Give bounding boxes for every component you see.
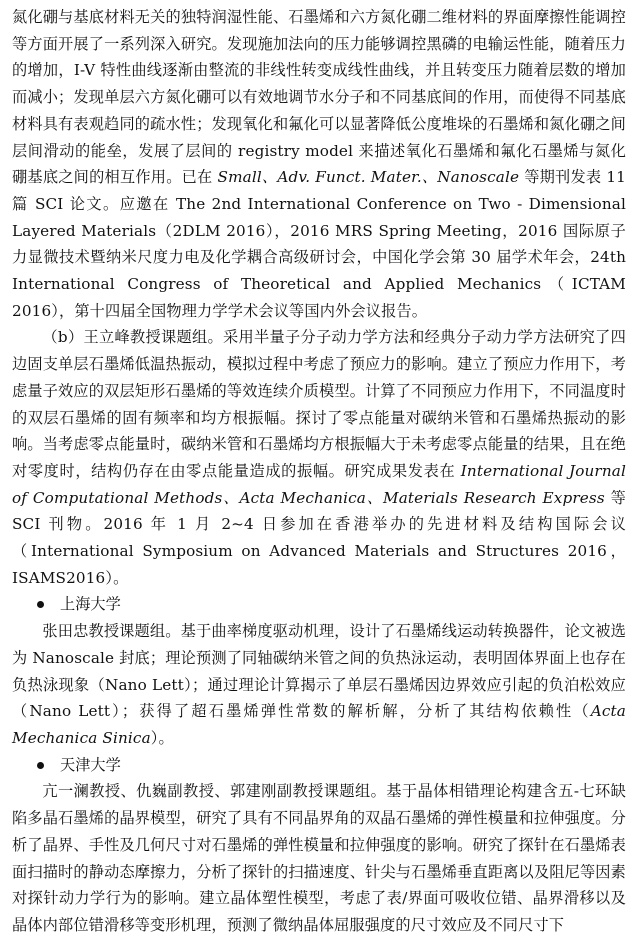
section-title: 上海大学 bbox=[60, 595, 121, 614]
section-heading-tianjin bbox=[12, 752, 626, 779]
paragraph-2-text: （b）王立峰教授课题组。采用半量子分子动力学方法和经典分子动力学方法研究了四边固支单层石墨烯低温热振动，模拟过程中考虑了预应力的影响。建立了预应力作用下，考虑量子效应的双层矩形石墨烯的等效连续介质模型。计算了不同预应力作用下，不同温度时的双层石墨烯的固有频率和均方根振幅。探讨了零点能量对碳纳米管和石墨烯热振动的影响。当考虑零点能量时，碳纳米管和石墨烯均方根振幅大于未考虑零点能量的结果，且在绝对零度时，结构仍存在由零点能量造成的振幅。研究成果发表在 bbox=[12, 328, 626, 480]
section-heading-shanghai bbox=[12, 591, 626, 618]
paragraph-3-journal: Acta Mechanica Sinica bbox=[12, 702, 626, 747]
paragraph-1-journals: Small、Adv. Funct. Mater.、Nanoscale bbox=[217, 168, 520, 187]
bullet-dot-icon bbox=[37, 762, 44, 769]
bullet-dot-icon bbox=[37, 601, 44, 608]
paragraph-3-text: 张田忠教授课题组。基于曲率梯度驱动机理，设计了石墨烯线运动转换器件，论文被选为 Nanoscale 封底；理论预测了同轴碳纳米管之间的负热泳运动，表明固体界面上也存在负热泳现象（Nano Lett）；通过理论计算揭示了单层石墨烯因边界效应引起的负泊松效应（Nano Lett）；获得了超石墨烯弹性常数的解析解，分析了其结构依赖性（ bbox=[12, 622, 626, 721]
paragraph-2 bbox=[12, 324, 626, 591]
paragraph-1-text: 氮化硼与基底材料无关的独特润湿性能、石墨烯和六方氮化硼二维材料的界面摩擦性能调控等方面开展了一系列深入研究。发现施加法向的压力能够调控黑磷的电输运性能，随着压力的增加，I-V 特性曲线逐渐由整流的非线性转变成线性曲线，并且转变压力随着层数的增加而减小；发现单层六方氮化硼可以有效地调节水分子和不同基底间的作用，而使得不同基底材料具有表观趋同的疏水性；发现氧化和氟化可以显著降低公度堆垛的石墨烯和氮化硼之间层间滑动的能垒，发展了层间的 registry model 来描述氧化石墨烯和氟化石墨烯与氮化硼基底之间的相互作用。已在 bbox=[12, 8, 626, 187]
paragraph-1 bbox=[12, 4, 626, 324]
paragraph-3 bbox=[12, 618, 626, 752]
paragraph-1-tail: 等期刊发表 11 篇 SCI 论文。应邀在 The 2nd International Conference on Two - Dimensional Layered Materials（2DLM 2016），2016 MRS Spring Meeting，2016 国际原子力显微技术暨纳米尺度力电及化学耦合高级研讨会，中国化学会第 30 届学术年会，24th International Congress of Theoretical and Applied Mechanics（ICTAM 2016），第十四届全国物理力学学术会议等国内外会议报告。 bbox=[12, 168, 626, 320]
paragraph-2-tail: 等 SCI 刊物。2016 年 1 月 2~4 日参加在香港举办的先进材料及结构国际会议（International Symposium on Advanced Materials and Structures 2016，ISAMS2016）。 bbox=[12, 488, 626, 587]
paragraph-4-text: 亢一澜教授、仇巍副教授、郭建刚副教授课题组。基于晶体相错理论构建含五-七环缺陷多晶石墨烯的晶界模型，研究了具有不同晶界角的双晶石墨烯的弹性模量和拉伸强度。分析了晶界、手性及几何尺寸对石墨烯的弹性模量和拉伸强度的影响。研究了探针在石墨烯表面扫描时的静动态摩擦力，分析了探针的扫描速度、针尖与石墨烯垂直距离以及阻尼等因素对探针动力学行为的影响。建立晶体塑性模型，考虑了表/界面可吸收位错、晶界滑移以及晶体内部位错滑移等变形机理，预测了微纳晶体屈服强度的尺寸效应及不同尺寸下 bbox=[12, 782, 626, 934]
paragraph-3-tail: ）。 bbox=[150, 728, 174, 747]
paragraph-4 bbox=[12, 778, 626, 938]
paragraph-2-journals: International Journal of Computational Methods、Acta Mechanica、Materials Research Express bbox=[12, 461, 626, 507]
section-title: 天津大学 bbox=[60, 755, 121, 774]
